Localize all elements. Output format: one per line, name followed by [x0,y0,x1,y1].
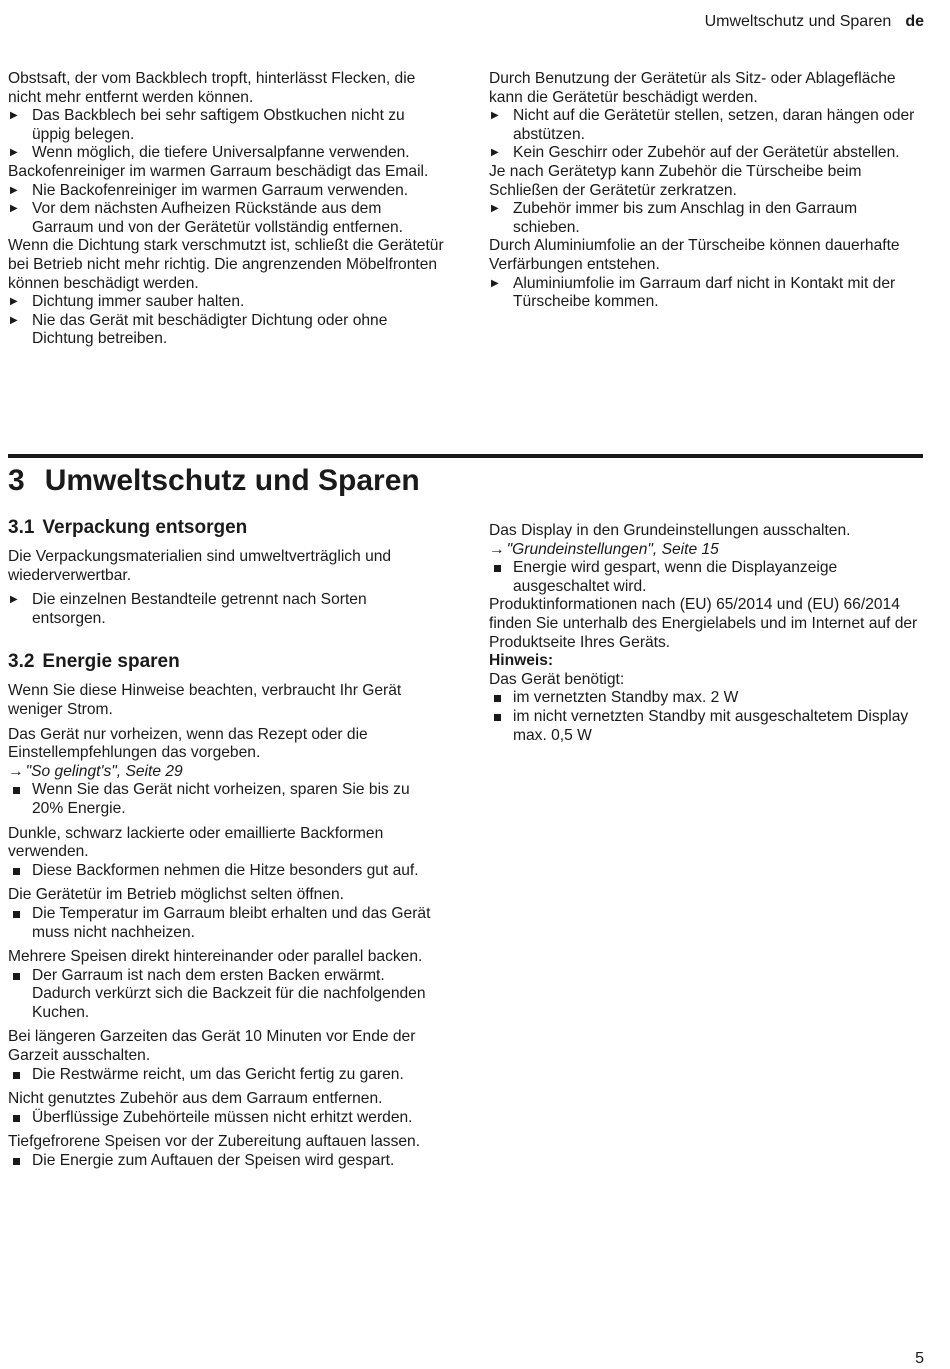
chapter-title-text: Umweltschutz und Sparen [44,464,420,497]
note-title: Hinweis: [489,652,554,670]
paragraph: Die Verpackungsmaterialien sind umweltverträglich und wiederverwertbar. [8,548,392,584]
paragraph: Wenn die Dichtung stark verschmutzt ist, schließt die Gerätetür bei Betrieb nicht mehr richtig. Die angrenzenden Möbelfronten können beschädigt werden. [8,237,444,292]
result-item: Der Garraum ist nach dem ersten Backen erwärmt. Dadurch verkürzt sich die Backzeit für die nachfolgenden Kuchen. [32,966,426,1021]
note-intro: Das Gerät benötigt: [489,670,625,688]
section-heading-3-1: 3.1 Verpackung entsorgen [8,517,248,538]
paragraph: Nicht genutztes Zubehör aus dem Garraum entfernen. [8,1090,383,1108]
section-heading-3-2: 3.2 Energie sparen [8,651,180,673]
top-right-column [489,70,925,312]
paragraph: Backofenreiniger im warmen Garraum beschädigt das Email. [8,162,429,180]
running-header [705,12,924,32]
top-left-column [8,70,444,349]
chapter-number: 3 [8,464,25,497]
triangle-bullet-icon: ▶ [491,277,499,289]
arrow-right-icon: → [8,762,24,780]
chapter-title [8,462,420,500]
paragraph: Durch Aluminiumfolie an der Türscheibe können dauerhafte Verfärbungen entstehen. [489,237,900,273]
arrow-right-icon: → [489,540,505,558]
action-item: ▶ Zubehör immer bis zum Anschlag in den Garraum schieben. [491,200,858,236]
paragraph: Durch Benutzung der Gerätetür als Sitz- oder Ablagefläche kann die Gerätetür beschädigt werden. [489,70,896,106]
paragraph: Produktinformationen nach (EU) 65/2014 und (EU) 66/2014 finden Sie unterhalb des Energielabels und im Internet auf der Produktseite Ihres Geräts. [489,596,918,651]
triangle-bullet-icon: ▶ [10,203,18,215]
paragraph: Je nach Gerätetyp kann Zubehör die Türscheibe beim Schließen der Gerätetür zerkratzen. [489,162,862,199]
result-item: Die Restwärme reicht, um das Gericht fertig zu garen. [32,1065,404,1083]
page-number: 5 [915,1350,924,1367]
triangle-bullet-icon: ▶ [491,203,499,215]
note-item: im nicht vernetzten Standby mit ausgeschaltetem Display max. 0,5 W [513,707,909,744]
paragraph: Obstsaft, der vom Backblech tropft, hinterlässt Flecken, die nicht mehr entfernt werden können. [8,70,416,106]
triangle-bullet-icon: ▶ [10,594,18,606]
bottom-right-column [489,522,925,745]
running-header-title: Umweltschutz und Sparen [704,13,892,30]
paragraph: Das Display in den Grundeinstellungen ausschalten. [489,522,851,539]
paragraph: Mehrere Speisen direkt hintereinander oder parallel backen. [8,948,423,966]
result-item: Die Temperatur im Garraum bleibt erhalten und das Gerät muss nicht nachheizen. [32,904,431,941]
paragraph: Wenn Sie diese Hinweise beachten, verbraucht Ihr Gerät weniger Strom. [8,682,402,718]
paragraph: Bei längeren Garzeiten das Gerät 10 Minuten vor Ende der Garzeit ausschalten. [8,1028,416,1065]
language-code: de [905,13,924,30]
action-item: ▶ Das Backblech bei sehr saftigem Obstkuchen nicht zu üppig belegen. [10,107,405,143]
triangle-bullet-icon: ▶ [10,147,18,159]
action-item: ▶ Kein Geschirr oder Zubehör auf der Gerätetür abstellen. [491,144,900,162]
action-item: ▶ Nie das Gerät mit beschädigter Dichtung oder ohne Dichtung betreiben. [10,311,388,348]
result-item: Diese Backformen nehmen die Hitze besonders gut auf. [32,861,419,879]
action-item: ▶ Aluminiumfolie im Garraum darf nicht in Kontakt mit der Türscheibe kommen. [491,274,896,311]
action-item: ▶ Dichtung immer sauber halten. [10,293,245,311]
action-item: ▶ Nie Backofenreiniger im warmen Garraum verwenden. [10,181,409,199]
result-item: Energie wird gespart, wenn die Displayanzeige ausgeschaltet wird. [513,559,838,595]
cross-reference: → "So gelingt's", Seite 29 [8,762,183,780]
result-item: Überflüssige Zubehörteile müssen nicht erhitzt werden. [32,1108,413,1126]
result-item: Die Energie zum Auftauen der Speisen wird gespart. [32,1152,395,1170]
bottom-left-column [8,516,444,1171]
chapter-divider [8,454,923,458]
triangle-bullet-icon: ▶ [491,147,499,159]
action-item: ▶ Vor dem nächsten Aufheizen Rückstände aus dem Garraum und von der Gerätetür vollständig entfernen. [10,200,403,236]
cross-reference: → "Grundeinstellungen", Seite 15 [489,540,719,558]
triangle-bullet-icon: ▶ [10,314,18,326]
result-item: Wenn Sie das Gerät nicht vorheizen, sparen Sie bis zu 20% Energie. [32,781,410,817]
triangle-bullet-icon: ▶ [10,184,18,196]
note-item: im vernetzten Standby max. 2 W [513,689,739,707]
action-item: ▶ Nicht auf die Gerätetür stellen, setzen, daran hängen oder abstützen. [491,107,915,143]
paragraph: Das Gerät nur vorheizen, wenn das Rezept oder die Einstellempfehlungen das vorgeben. [8,725,368,762]
paragraph: Tiefgefrorene Speisen vor der Zubereitung auftauen lassen. [8,1133,421,1151]
paragraph: Die Gerätetür im Betrieb möglichst selten öffnen. [8,886,345,904]
action-item: ▶ Wenn möglich, die tiefere Universalpfanne verwenden. [10,144,410,162]
triangle-bullet-icon: ▶ [10,110,18,122]
paragraph: Dunkle, schwarz lackierte oder emaillierte Backformen verwenden. [8,824,384,861]
triangle-bullet-icon: ▶ [10,296,18,308]
action-item: ▶ Die einzelnen Bestandteile getrennt nach Sorten entsorgen. [10,591,367,627]
triangle-bullet-icon: ▶ [491,110,499,122]
